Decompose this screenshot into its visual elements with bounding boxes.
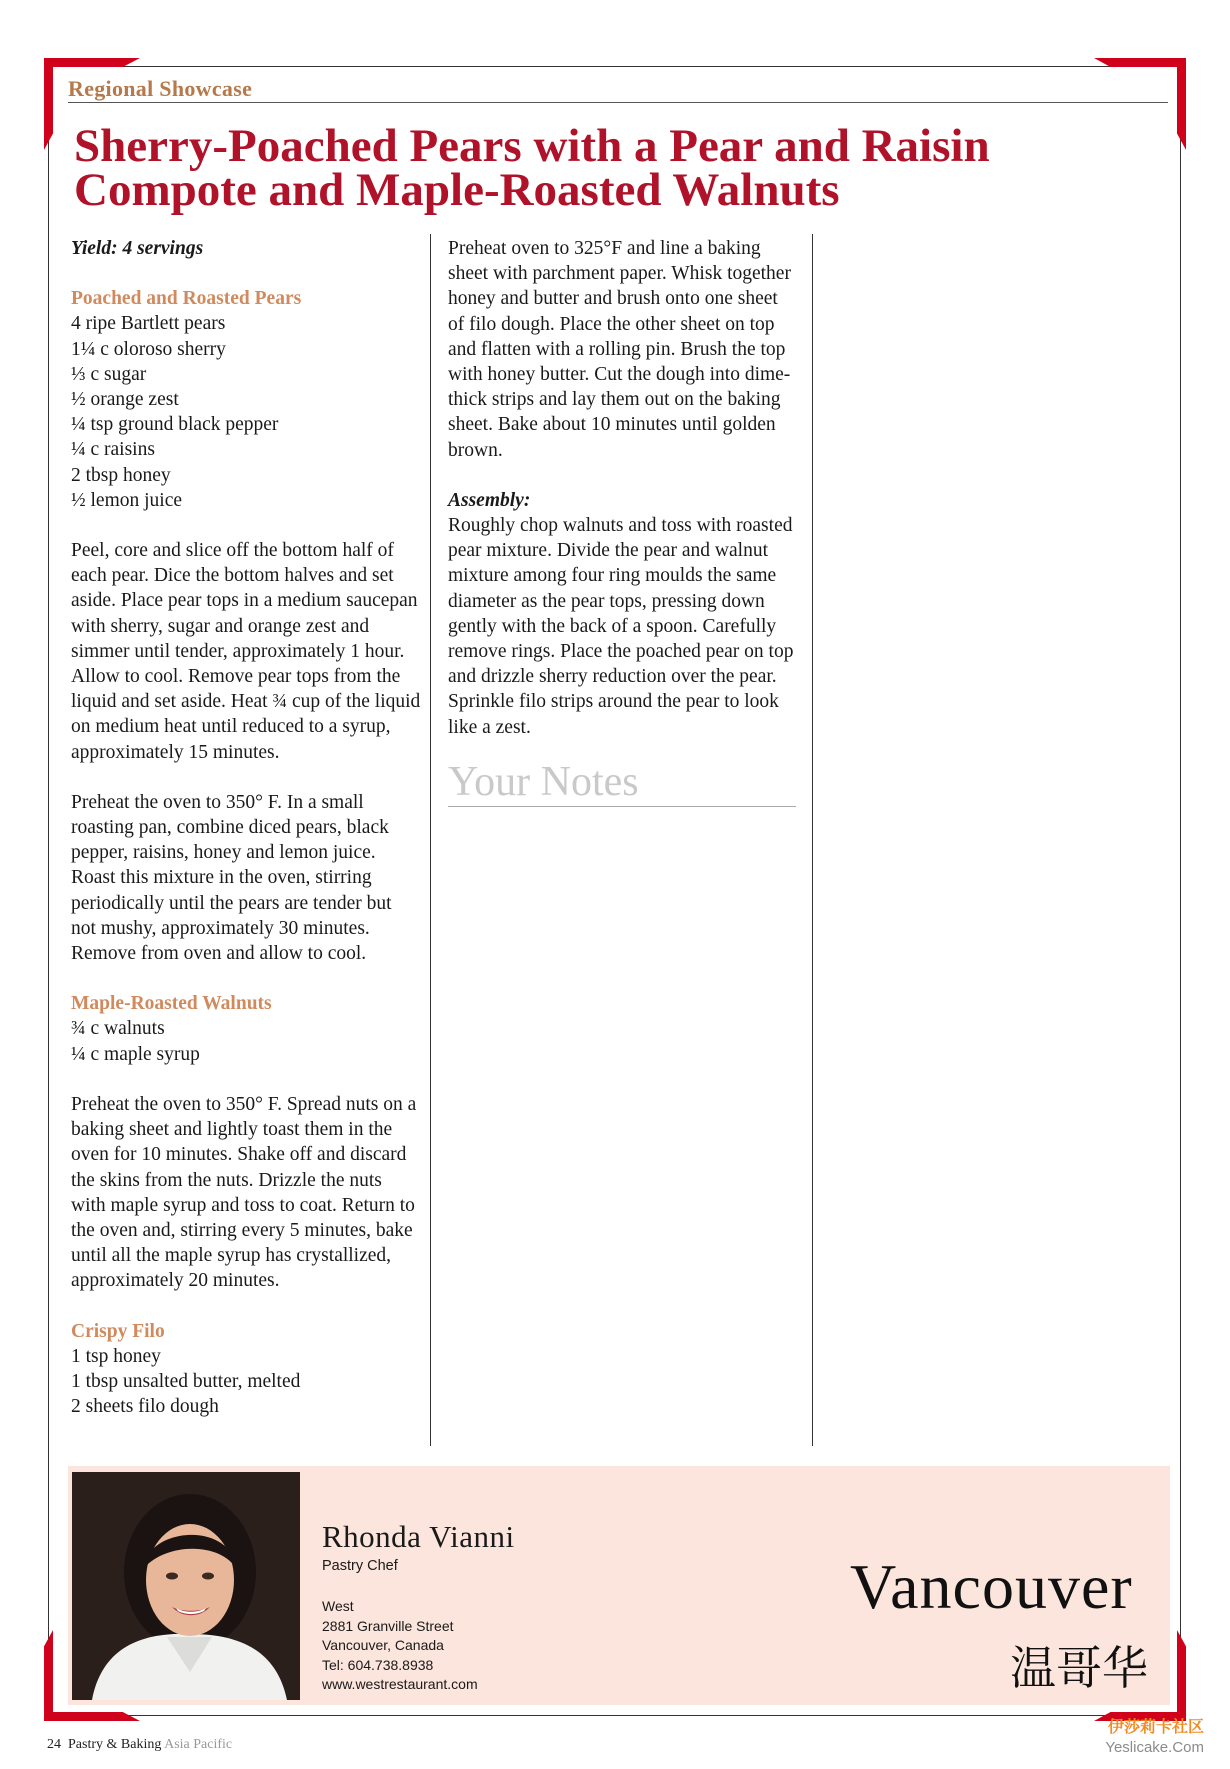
ingredient-item: 4 ripe Bartlett pears [71, 313, 226, 335]
region-city: Vancouver [850, 1551, 1133, 1622]
restaurant-name: West [322, 1598, 354, 1614]
method-paragraph: Preheat the oven to 350° F. Spread nuts on a baking sheet and lightly toast them in the oven for 10 minutes. Shake off and discard the skins from the nuts. Drizzle the nuts with maple syrup and toss to coat. Return to the oven and, stirring every 5 minutes, bake until all the maple syrup has crystallized, approximately 20 minutes. [71, 1093, 417, 1292]
magazine-name: Pastry & Baking [68, 1737, 162, 1752]
restaurant-address: 2881 Granville Street [322, 1617, 454, 1634]
subheading-assembly: Assembly: [448, 489, 531, 511]
chef-portrait-illustration [72, 1472, 300, 1700]
ingredient-item: 1¼ c oloroso sherry [71, 338, 226, 360]
method-paragraph: Preheat the oven to 350° F. In a small roasting pan, combine diced pears, black pepper, raisins, honey and lemon juice. Roast this mixture in the oven, stirring periodically until the pears are tender but not mushy, approximately 30 minutes. Remove from oven and allow to cool. [71, 791, 392, 965]
ingredient-item: ½ lemon juice [71, 489, 183, 511]
ingredient-item: 2 tbsp honey [71, 464, 171, 486]
restaurant-website[interactable]: www.westrestaurant.com [322, 1676, 478, 1692]
ingredient-item: ¼ c maple syrup [71, 1043, 200, 1065]
page-footer [47, 1737, 232, 1753]
ingredient-item: ⅓ c sugar [71, 363, 147, 385]
restaurant-city: Vancouver, Canada [322, 1637, 444, 1653]
ingredient-list-pears [71, 311, 421, 513]
magazine-region: Asia Pacific [164, 1737, 233, 1752]
watermark [1105, 1714, 1204, 1756]
method-paragraph: Roughly chop walnuts and toss with roasted pear mixture. Divide the pear and walnut mixture among four ring moulds the same diameter as the pear tops, pressing down gently with the back of a spoon. Carefully remove rings. Place the poached pear on top and drizzle sherry reduction over the pear. Sprinkle filo strips around the pear to look like a zest. [448, 515, 794, 738]
ingredient-item: ¼ c raisins [71, 439, 155, 461]
page-number: 24 [47, 1737, 61, 1752]
subheading-pears: Poached and Roasted Pears [71, 288, 302, 310]
chef-name: Rhonda Vianni [322, 1519, 515, 1554]
ingredient-item: 2 sheets filo dough [71, 1396, 219, 1418]
watermark-cn: 伊莎莉卡社区 [1107, 1719, 1204, 1736]
section-label: Regional Showcase [68, 76, 253, 101]
corner-accent [1177, 1630, 1186, 1721]
recipe-title [74, 120, 1154, 216]
ingredient-item: ¾ c walnuts [71, 1018, 165, 1040]
restaurant-details [322, 1597, 478, 1695]
yield: Yield: 4 servings [71, 238, 204, 259]
ingredient-list-walnuts [71, 1016, 421, 1066]
ingredient-item: ¼ tsp ground black pepper [71, 414, 279, 436]
column-divider [812, 234, 813, 1446]
notes-heading: Your Notes [448, 760, 796, 807]
ingredient-item: 1 tbsp unsalted butter, melted [71, 1370, 301, 1392]
recipe-column-middle [448, 236, 798, 807]
subheading-walnuts: Maple-Roasted Walnuts [71, 993, 272, 1015]
chef-title: Pastry Chef [322, 1558, 398, 1574]
watermark-site: Yeslicake.Com [1105, 1739, 1204, 1756]
column-divider [430, 234, 431, 1446]
method-paragraph: Peel, core and slice off the bottom half of each pear. Dice the bottom halves and set aside. Place pear tops in a medium saucepan with sherry, sugar and orange zest and simmer until tender, approximately 1 hour. Allow to cool. Remove pear tops from the liquid and set aside. Heat ¾ cup of the liquid on medium heat until reduced to a syrup, approximately 15 minutes. [71, 540, 421, 763]
ingredient-item: ½ orange zest [71, 389, 179, 411]
section-divider [68, 102, 1168, 103]
title-line-2: Compote and Maple-Roasted Walnuts [74, 164, 840, 216]
restaurant-phone: Tel: 604.738.8938 [322, 1656, 434, 1673]
title-line-1: Sherry-Poached Pears with a Pear and Raisin [74, 120, 990, 172]
corner-accent [44, 1630, 53, 1721]
chef-portrait [72, 1472, 300, 1700]
region-city-chinese: 温哥华 [1010, 1641, 1148, 1695]
ingredient-list-filo [71, 1344, 421, 1420]
method-paragraph: Preheat oven to 325°F and line a baking sheet with parchment paper. Whisk together honey and butter and brush onto one sheet of filo dough. Place the other sheet on top and flatten with a rolling pin. Brush the top with honey butter. Cut the dough into dime-thick strips and lay them out on the baking sheet. Bake about 10 minutes until golden brown. [448, 238, 791, 461]
subheading-filo: Crispy Filo [71, 1320, 165, 1342]
ingredient-item: 1 tsp honey [71, 1345, 161, 1367]
recipe-column-left [71, 236, 421, 1419]
